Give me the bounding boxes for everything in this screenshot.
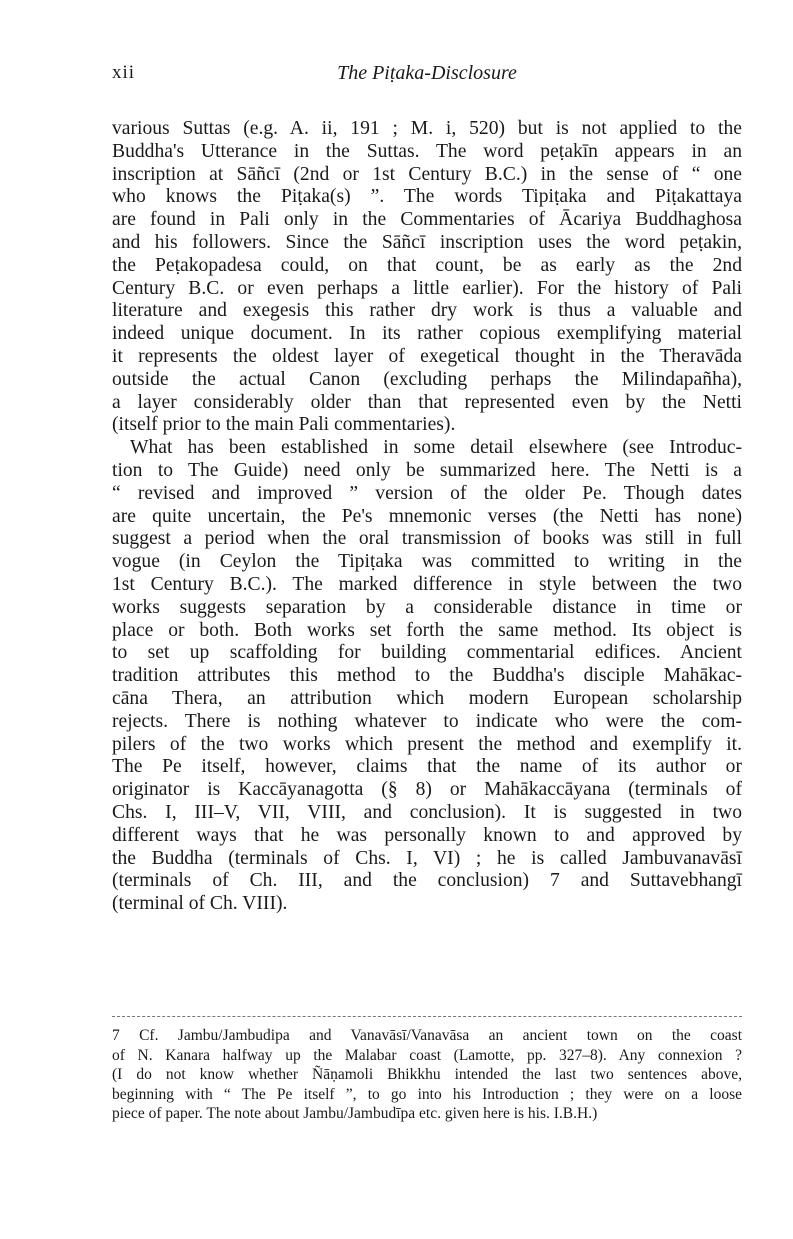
text-line: “ revised and improved ” version of the older Pe. Though dates bbox=[112, 482, 742, 504]
text-line: (terminals of Ch. III, and the conclusion) 7 and Suttavebhangī bbox=[112, 870, 742, 892]
text-line: different ways that he was personally known to and approved by bbox=[112, 824, 742, 846]
text-line: rejects. There is nothing whatever to indicate who were the com- bbox=[112, 710, 742, 732]
text-line: cāna Thera, an attribution which modern European scholarship bbox=[112, 687, 742, 709]
text-line: tradition attributes this method to the Buddha's disciple Mahākac- bbox=[112, 665, 742, 687]
body-text bbox=[112, 118, 742, 916]
text-line: 1st Century B.C.). The marked difference in style between the two bbox=[112, 573, 742, 595]
footnotes bbox=[112, 1026, 742, 1124]
text-line: the Buddha (terminals of Chs. I, VI) ; he is called Jambuvanavāsī bbox=[112, 847, 742, 869]
text-line: a layer considerably older than that represented even by the Netti bbox=[112, 391, 742, 413]
text-line: inscription at Sāñcī (2nd or 1st Century B.C.) in the sense of “ one bbox=[112, 163, 742, 185]
text-line: the Peṭakopadesa could, on that count, be as early as the 2nd bbox=[112, 254, 742, 276]
text-line: indeed unique document. In its rather copious exemplifying material bbox=[112, 323, 742, 345]
footnote-rule bbox=[112, 1016, 742, 1017]
running-title: The Piṭaka-Disclosure bbox=[337, 62, 517, 84]
text-line: it represents the oldest layer of exegetical thought in the Theravāda bbox=[112, 345, 742, 367]
footnote-line: of N. Kanara halfway up the Malabar coast (Lamotte, pp. 327–8). Any connexion ? bbox=[112, 1046, 742, 1064]
text-line: outside the actual Canon (excluding perhaps the Milindapañha), bbox=[112, 368, 742, 390]
text-line: place or both. Both works set forth the same method. Its object is bbox=[112, 619, 742, 641]
running-head bbox=[112, 62, 742, 90]
text-line: and his followers. Since the Sāñcī inscription uses the word peṭakin, bbox=[112, 231, 742, 253]
text-line: originator is Kaccāyanagotta (§ 8) or Mahākaccāyana (terminals of bbox=[112, 779, 742, 801]
footnote-line: beginning with “ The Pe itself ”, to go into his Introduction ; they were on a loose bbox=[112, 1085, 742, 1103]
footnote-line: (I do not know whether Ñāṇamoli Bhikkhu intended the last two sentences above, bbox=[112, 1066, 742, 1083]
text-line: Century B.C. or even perhaps a little earlier). For the history of Pali bbox=[112, 277, 742, 299]
text-line: suggest a period when the oral transmission of books was still in full bbox=[112, 528, 742, 550]
footnote-line: piece of paper. The note about Jambu/Jambudīpa etc. given here is his. I.B.H.) bbox=[112, 1105, 598, 1122]
paragraph-start-line: What has been established in some detail elsewhere (see Introduc- bbox=[130, 437, 742, 459]
text-line: Buddha's Utterance in the Suttas. The word peṭakīn appears in an bbox=[112, 140, 742, 162]
footnote-line: 7 Cf. Jambu/Jambudipa and Vanavāsī/Vanavāsa an ancient town on the coast bbox=[112, 1027, 742, 1044]
text-line: tion to The Guide) need only be summarized here. The Netti is a bbox=[112, 459, 742, 481]
page-number: xii bbox=[112, 62, 136, 83]
text-line: Chs. I, III–V, VII, VIII, and conclusion). It is suggested in two bbox=[112, 801, 742, 823]
text-line: The Pe itself, however, claims that the name of its author or bbox=[112, 756, 742, 778]
text-line: (terminal of Ch. VIII). bbox=[112, 893, 288, 915]
text-line: works suggests separation by a considerable distance in time or bbox=[112, 596, 742, 618]
text-line: literature and exegesis this rather dry work is thus a valuable and bbox=[112, 300, 742, 322]
text-line: are quite uncertain, the Pe's mnemonic verses (the Netti has none) bbox=[112, 505, 742, 527]
text-line: (itself prior to the main Pali commentaries). bbox=[112, 414, 456, 436]
text-line: are found in Pali only in the Commentaries of Ācariya Buddhaghosa bbox=[112, 209, 742, 231]
text-line: vogue (in Ceylon the Tipiṭaka was committed to writing in the bbox=[112, 551, 742, 573]
text-line: various Suttas (e.g. A. ii, 191 ; M. i, 520) but is not applied to the bbox=[112, 118, 742, 139]
text-line: who knows the Piṭaka(s) ”. The words Tipiṭaka and Piṭakattaya bbox=[112, 186, 742, 208]
text-line: pilers of the two works which present the method and exemplify it. bbox=[112, 733, 742, 755]
text-line: to set up scaffolding for building commentarial edifices. Ancient bbox=[112, 642, 742, 664]
